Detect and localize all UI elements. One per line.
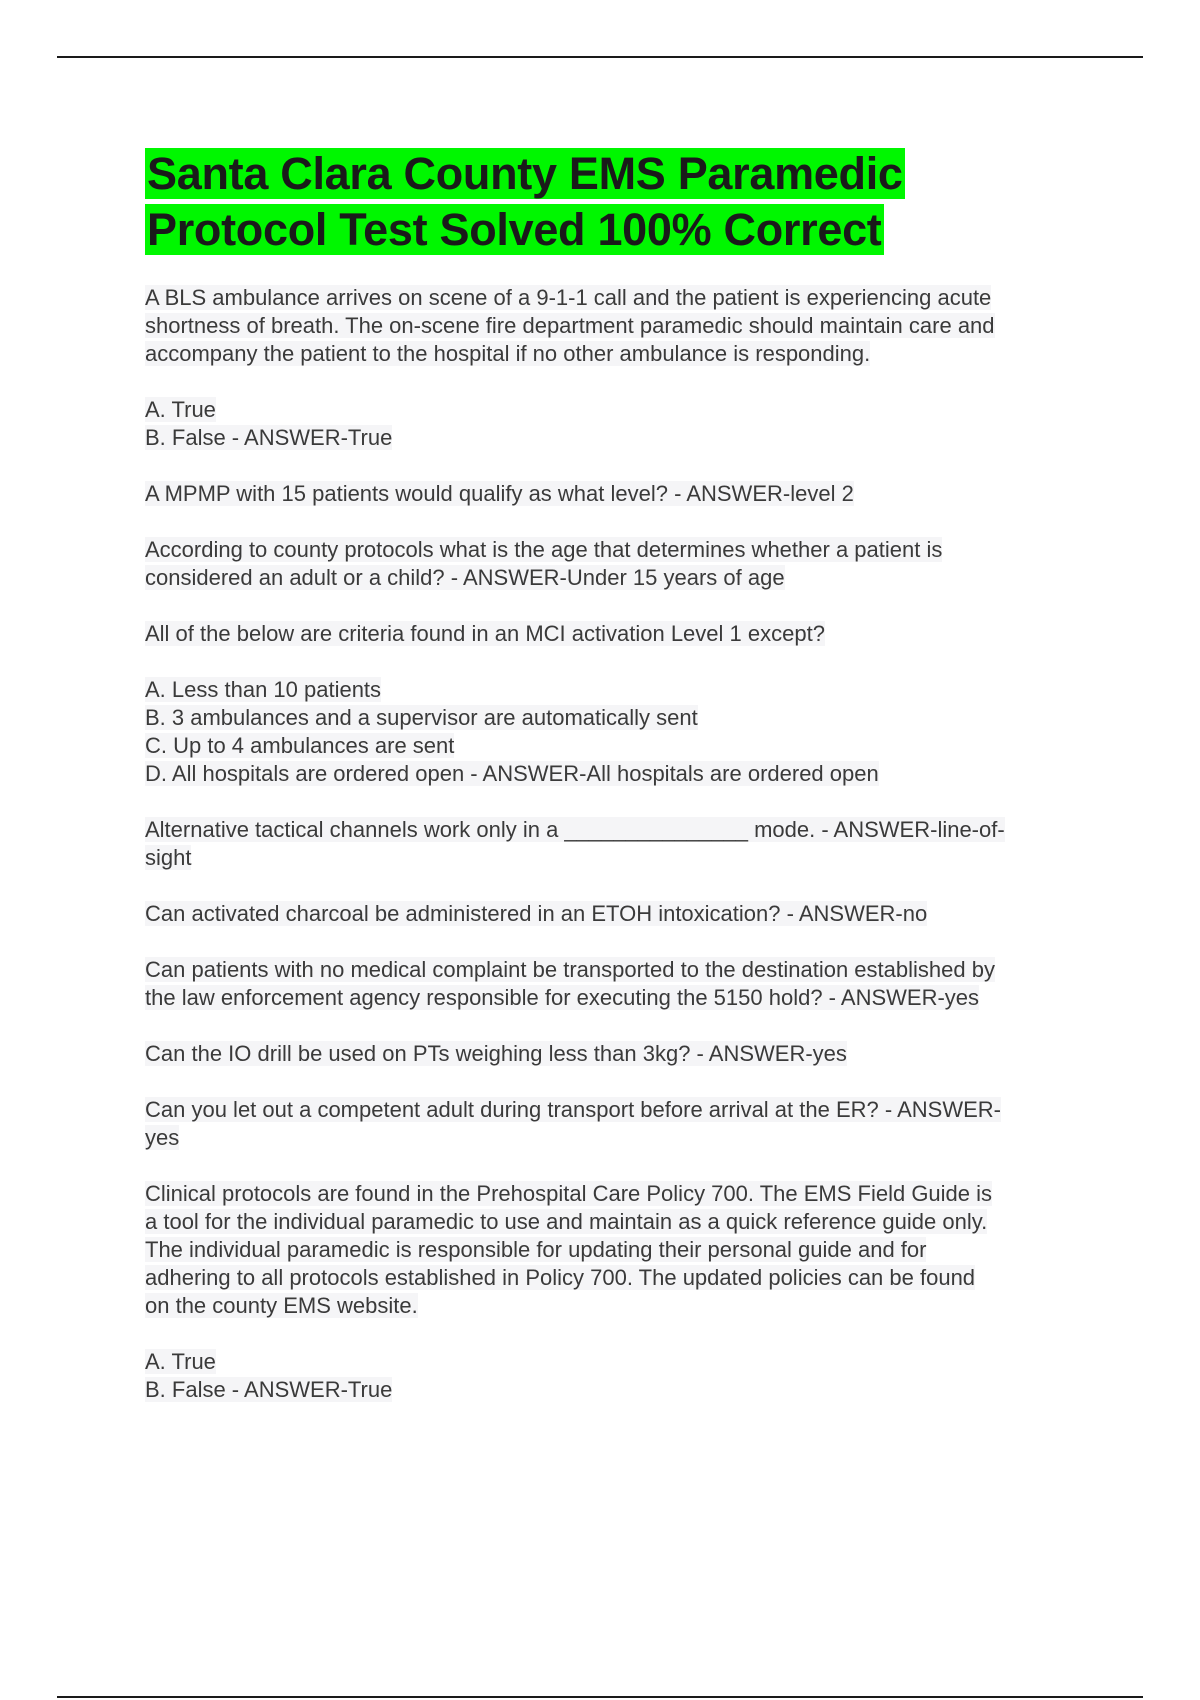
- title-line: Protocol Test Solved 100% Correct: [147, 204, 882, 255]
- question-block: [145, 1040, 1095, 1068]
- text-line: [145, 844, 1095, 872]
- title-line: Santa Clara County EMS Paramedic: [147, 148, 903, 199]
- text-line: [145, 1096, 1095, 1124]
- text-line-content: D. All hospitals are ordered open - ANSWER-All hospitals are ordered open: [145, 761, 879, 786]
- text-line: [145, 1264, 1095, 1292]
- text-line-content: considered an adult or a child? - ANSWER-Under 15 years of age: [145, 565, 785, 590]
- text-line: [145, 676, 1095, 704]
- question-block: [145, 1096, 1095, 1152]
- text-line: [145, 424, 1095, 452]
- text-line-content: accompany the patient to the hospital if no other ambulance is responding.: [145, 341, 871, 366]
- text-line-content: Can the IO drill be used on PTs weighing less than 3kg? - ANSWER-yes: [145, 1041, 847, 1066]
- text-line-content: B. False - ANSWER-True: [145, 1377, 393, 1402]
- question-block: [145, 816, 1095, 872]
- text-line-content: Clinical protocols are found in the Prehospital Care Policy 700. The EMS Field Guide is: [145, 1181, 993, 1206]
- text-line-content: sight: [145, 845, 192, 870]
- text-line: [145, 284, 1095, 312]
- question-block: [145, 536, 1095, 592]
- question-block: [145, 1348, 1095, 1404]
- question-block: [145, 480, 1095, 508]
- text-line: [145, 564, 1095, 592]
- text-line: [145, 1124, 1095, 1152]
- text-line-content: C. Up to 4 ambulances are sent: [145, 733, 455, 758]
- text-line-content: Alternative tactical channels work only in a _______________ mode. - ANSWER-line-of-: [145, 817, 1005, 842]
- document-body: [145, 146, 1095, 1432]
- document-title: [145, 146, 1095, 258]
- text-line: [145, 704, 1095, 732]
- text-line-content: The individual paramedic is responsible for updating their personal guide and for: [145, 1237, 927, 1262]
- text-line: [145, 1348, 1095, 1376]
- text-line: [145, 732, 1095, 760]
- text-line-content: Can patients with no medical complaint be transported to the destination established by: [145, 957, 995, 982]
- question-list: [145, 284, 1095, 1404]
- text-line: [145, 1208, 1095, 1236]
- text-line-content: A MPMP with 15 patients would qualify as what level? - ANSWER-level 2: [145, 481, 854, 506]
- text-line-content: A. True: [145, 397, 216, 422]
- top-rule: [57, 56, 1143, 58]
- text-line-content: A. True: [145, 1349, 216, 1374]
- text-line-content: A. Less than 10 patients: [145, 677, 382, 702]
- question-block: [145, 620, 1095, 648]
- text-line: [145, 900, 1095, 928]
- text-line-content: A BLS ambulance arrives on scene of a 9-1-1 call and the patient is experiencing acute: [145, 285, 992, 310]
- text-line-content: yes: [145, 1125, 180, 1150]
- question-block: [145, 396, 1095, 452]
- text-line: [145, 536, 1095, 564]
- question-block: [145, 1180, 1095, 1320]
- text-line: [145, 620, 1095, 648]
- text-line: [145, 1040, 1095, 1068]
- text-line-content: shortness of breath. The on-scene fire department paramedic should maintain care and: [145, 313, 995, 338]
- text-line-content: B. False - ANSWER-True: [145, 425, 393, 450]
- text-line-content: B. 3 ambulances and a supervisor are automatically sent: [145, 705, 698, 730]
- text-line: [145, 1292, 1095, 1320]
- bottom-rule: [57, 1696, 1143, 1698]
- text-line-content: Can activated charcoal be administered in an ETOH intoxication? - ANSWER-no: [145, 901, 928, 926]
- question-block: [145, 900, 1095, 928]
- text-line: [145, 312, 1095, 340]
- text-line: [145, 1376, 1095, 1404]
- text-line-content: adhering to all protocols established in Policy 700. The updated policies can be found: [145, 1265, 976, 1290]
- question-block: [145, 956, 1095, 1012]
- text-line: [145, 816, 1095, 844]
- text-line: [145, 984, 1095, 1012]
- text-line: [145, 760, 1095, 788]
- text-line: [145, 1180, 1095, 1208]
- text-line: [145, 340, 1095, 368]
- question-block: [145, 676, 1095, 788]
- text-line: [145, 1236, 1095, 1264]
- question-block: [145, 284, 1095, 368]
- text-line-content: According to county protocols what is the age that determines whether a patient is: [145, 537, 943, 562]
- text-line: [145, 396, 1095, 424]
- text-line-content: a tool for the individual paramedic to use and maintain as a quick reference guide only.: [145, 1209, 988, 1234]
- text-line: [145, 480, 1095, 508]
- text-line-content: the law enforcement agency responsible for executing the 5150 hold? - ANSWER-yes: [145, 985, 980, 1010]
- text-line: [145, 956, 1095, 984]
- text-line-content: All of the below are criteria found in an MCI activation Level 1 except?: [145, 621, 825, 646]
- text-line-content: Can you let out a competent adult during transport before arrival at the ER? - ANSWER-: [145, 1097, 1001, 1122]
- text-line-content: on the county EMS website.: [145, 1293, 418, 1318]
